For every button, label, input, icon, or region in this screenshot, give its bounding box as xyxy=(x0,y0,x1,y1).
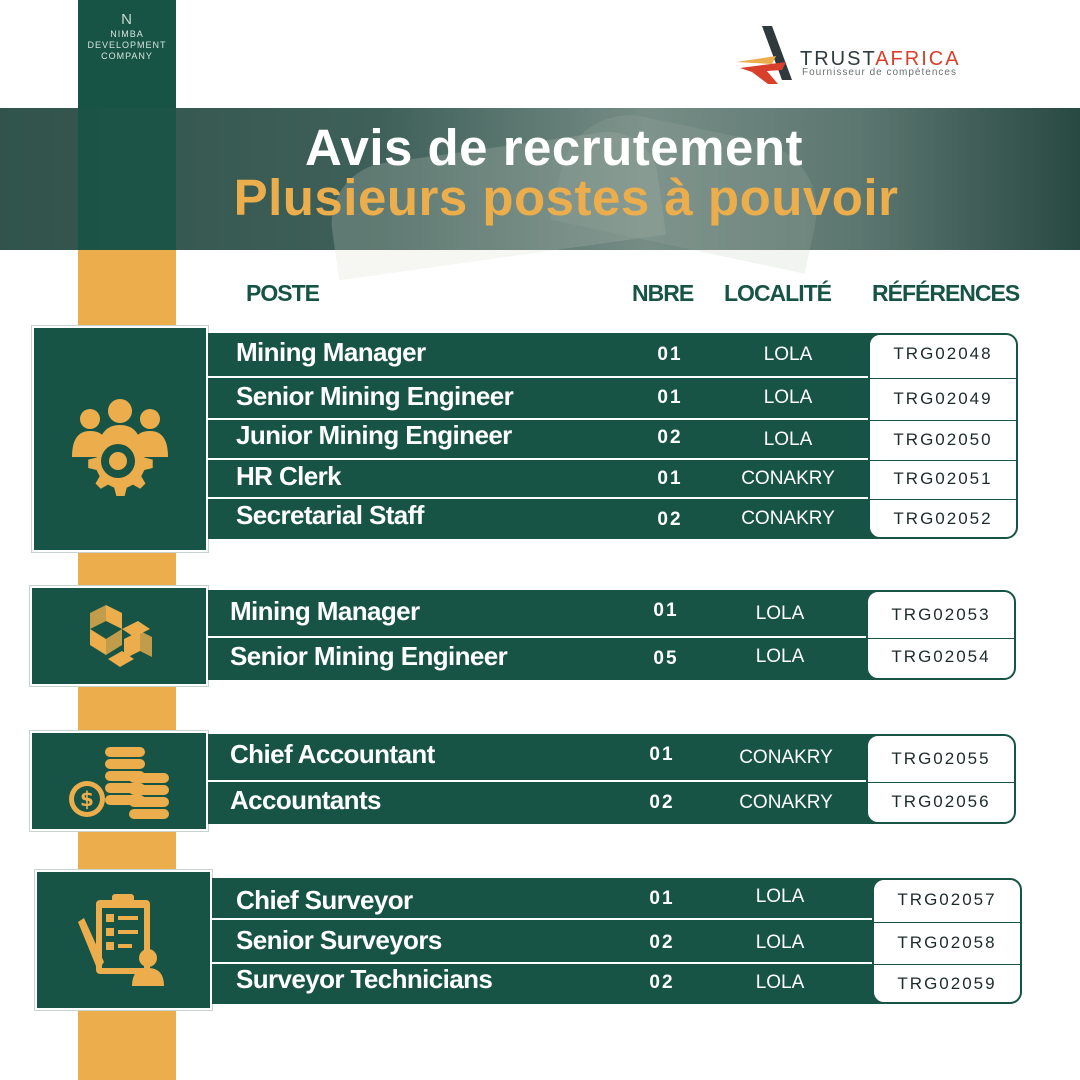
job-title: Accountants xyxy=(230,785,381,815)
job-count: 05 xyxy=(653,648,679,669)
nimba-logo xyxy=(78,0,176,110)
job-count: 02 xyxy=(649,972,675,993)
job-count: 01 xyxy=(657,468,683,489)
job-title: Mining Manager xyxy=(236,337,426,367)
job-location: CONAKRY xyxy=(739,792,833,813)
job-location: LOLA xyxy=(763,344,813,365)
trustafrica-emblem-icon xyxy=(732,22,798,88)
job-title: Chief Accountant xyxy=(230,739,435,769)
references-column-1 xyxy=(868,333,1018,539)
job-count: 01 xyxy=(649,744,675,765)
job-count: 02 xyxy=(657,427,683,448)
job-title: Mining Manager xyxy=(230,596,420,626)
job-location: LOLA xyxy=(763,429,813,450)
table-row xyxy=(212,964,892,1004)
job-reference: TRG02054 xyxy=(891,647,991,666)
job-location: LOLA xyxy=(755,886,805,907)
nimba-line-2: DEVELOPMENT xyxy=(87,40,167,50)
table-row xyxy=(208,638,888,680)
job-count: 02 xyxy=(649,792,675,813)
nimba-line-3: COMPANY xyxy=(101,51,153,61)
page-subtitle: Plusieurs postes à pouvoir xyxy=(233,169,899,226)
team-gear-icon xyxy=(60,379,180,499)
references-column-2 xyxy=(866,590,1016,680)
coins-icon xyxy=(67,743,171,819)
job-title: HR Clerk xyxy=(236,461,342,491)
job-reference: TRG02056 xyxy=(891,792,991,811)
job-count: 02 xyxy=(657,509,683,530)
job-location: LOLA xyxy=(755,932,805,953)
job-title: Secretarial Staff xyxy=(236,500,424,530)
references-column-4 xyxy=(872,878,1022,1004)
job-title: Senior Surveyors xyxy=(236,925,442,955)
job-title: Senior Mining Engineer xyxy=(236,381,514,411)
group-icon-box-4 xyxy=(35,870,212,1010)
job-count: 02 xyxy=(649,932,675,953)
job-title: Junior Mining Engineer xyxy=(236,420,512,450)
table-row xyxy=(208,420,888,458)
job-reference: TRG02049 xyxy=(893,389,993,408)
job-location: CONAKRY xyxy=(739,747,833,768)
table-row xyxy=(212,920,892,962)
table-row xyxy=(208,782,888,824)
job-reference: TRG02058 xyxy=(897,933,997,952)
job-title: Chief Surveyor xyxy=(236,885,413,915)
nimba-line-1: NIMBA xyxy=(110,29,144,39)
job-reference: TRG02053 xyxy=(891,605,991,624)
job-title: Surveyor Technicians xyxy=(236,964,493,994)
job-location: LOLA xyxy=(763,387,813,408)
job-location: CONAKRY xyxy=(741,468,835,489)
column-header-localite: LOCALITÉ xyxy=(724,280,831,306)
brand-tagline: Fournisseur de compétences xyxy=(802,67,957,78)
nimba-mark-icon: N xyxy=(121,11,133,28)
page-title: Avis de recrutement xyxy=(305,119,803,176)
group-icon-box-1 xyxy=(32,326,208,552)
group-icon-box-2 xyxy=(30,586,208,686)
job-count: 01 xyxy=(653,600,679,621)
trustafrica-logo xyxy=(732,22,992,88)
job-reference: TRG02055 xyxy=(891,749,991,768)
table-row xyxy=(208,333,888,377)
job-reference: TRG02057 xyxy=(897,890,997,909)
svg-text:$: $ xyxy=(80,787,94,811)
column-header-references: RÉFÉRENCES xyxy=(872,280,1020,306)
group-icon-box-3 xyxy=(30,731,208,831)
job-location: LOLA xyxy=(755,646,805,667)
table-row xyxy=(208,460,888,497)
brand-part-a: TRUST xyxy=(800,48,876,70)
column-header-nbre: NBRE xyxy=(632,280,694,306)
table-row xyxy=(212,878,892,918)
references-column-3 xyxy=(866,734,1016,824)
job-location: LOLA xyxy=(755,603,805,624)
job-reference: TRG02048 xyxy=(893,344,993,363)
table-row xyxy=(208,734,888,780)
brand-part-b: AFRICA xyxy=(875,48,961,70)
job-location: CONAKRY xyxy=(741,508,835,529)
table-row xyxy=(208,499,888,539)
job-count: 01 xyxy=(657,344,683,365)
boxes-icon xyxy=(82,599,156,673)
job-reference: TRG02052 xyxy=(893,509,993,528)
clipboard-checklist-icon xyxy=(74,892,174,988)
job-count: 01 xyxy=(657,387,683,408)
job-reference: TRG02059 xyxy=(897,974,997,993)
table-row xyxy=(208,590,888,636)
job-reference: TRG02051 xyxy=(893,469,993,488)
job-reference: TRG02050 xyxy=(893,430,993,449)
column-header-poste: POSTE xyxy=(246,280,319,306)
job-location: LOLA xyxy=(755,972,805,993)
table-row xyxy=(208,378,888,418)
job-title: Senior Mining Engineer xyxy=(230,641,508,671)
job-count: 01 xyxy=(649,888,675,909)
